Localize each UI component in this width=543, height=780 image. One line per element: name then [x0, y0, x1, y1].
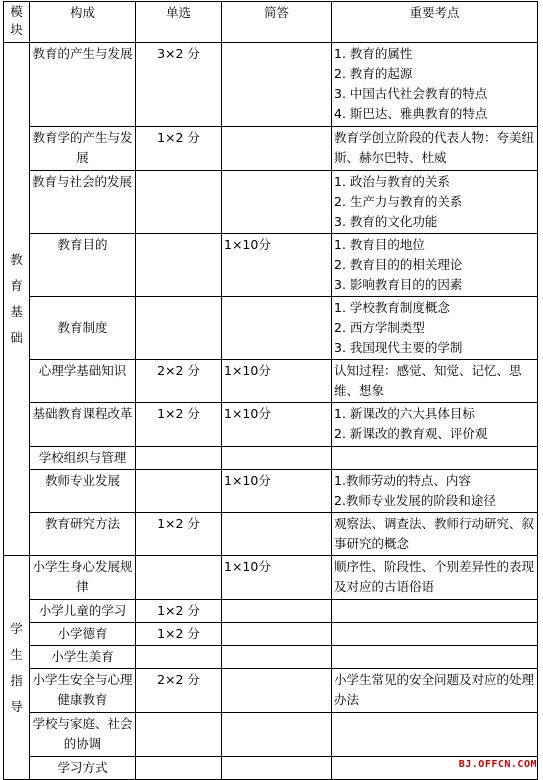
watermark: BJ.OFFCN.COM — [458, 759, 537, 770]
points-cell — [332, 513, 538, 556]
mcq-cell: 1×2 分 — [136, 600, 222, 623]
component-cell: 学习方式 — [30, 757, 136, 780]
key-point: 小学生常见的安全问题及对应的处理办法 — [334, 672, 535, 707]
key-point: 3. 影响教育目的的因素 — [334, 277, 463, 292]
table-row — [4, 713, 538, 757]
component-cell: 小学德育 — [30, 623, 136, 646]
mcq-cell — [136, 234, 222, 297]
table-row — [4, 447, 538, 470]
component-cell: 教育学的产生与发展 — [30, 127, 136, 171]
key-point: 认知过程：感觉、知觉、记忆、思维、想象 — [334, 363, 522, 398]
short-cell — [222, 447, 332, 470]
points-cell — [332, 43, 538, 127]
short-cell: 1×10分 — [222, 360, 332, 403]
key-point: 2. 教育目的的相关理论 — [334, 257, 463, 272]
key-point: 观察法、调查法、教师行动研究、叙事研究的概念 — [334, 516, 535, 551]
short-cell — [222, 600, 332, 623]
key-point: 2.教师专业发展的阶段和途径 — [334, 493, 496, 508]
table-row — [4, 646, 538, 669]
key-point: 2. 教育的起源 — [334, 66, 413, 81]
table-row — [4, 403, 538, 447]
mcq-cell — [136, 470, 222, 513]
short-cell — [222, 513, 332, 556]
table-row — [4, 556, 538, 600]
mcq-cell: 1×2 分 — [136, 127, 222, 171]
short-cell — [222, 623, 332, 646]
table-row — [4, 360, 538, 403]
header-component: 构成 — [30, 2, 136, 43]
component-cell: 基础教育课程改革 — [30, 403, 136, 447]
table-row — [4, 234, 538, 297]
short-cell: 1×10分 — [222, 403, 332, 447]
component-cell: 学校组织与管理 — [30, 447, 136, 470]
mcq-cell: 2×2 分 — [136, 669, 222, 713]
key-point: 3. 我国现代主要的学制 — [334, 340, 463, 355]
header-mcq: 单选 — [136, 2, 222, 43]
table-row — [4, 297, 538, 360]
key-point: 3. 中国古代社会教育的特点 — [334, 86, 488, 101]
key-point: 1. 教育的属性 — [334, 46, 413, 61]
table-row — [4, 757, 538, 780]
component-cell: 小学生美育 — [30, 646, 136, 669]
short-cell — [222, 127, 332, 171]
mcq-cell — [136, 646, 222, 669]
mcq-cell — [136, 297, 222, 360]
points-cell — [332, 297, 538, 360]
key-point: 2. 西方学制类型 — [334, 320, 425, 335]
mcq-cell — [136, 447, 222, 470]
component-cell: 教育目的 — [30, 234, 136, 297]
mcq-cell — [136, 171, 222, 234]
exam-table — [3, 1, 538, 780]
points-cell — [332, 127, 538, 171]
points-cell — [332, 447, 538, 470]
mcq-cell: 3×2 分 — [136, 43, 222, 127]
mcq-cell: 1×2 分 — [136, 513, 222, 556]
points-cell — [332, 646, 538, 669]
key-point: 2. 生产力与教育的关系 — [334, 194, 463, 209]
component-cell: 教师专业发展 — [30, 470, 136, 513]
points-cell — [332, 600, 538, 623]
mcq-cell — [136, 757, 222, 780]
component-cell: 小学儿童的学习 — [30, 600, 136, 623]
table-row — [4, 470, 538, 513]
short-cell: 1×10分 — [222, 556, 332, 600]
points-cell — [332, 713, 538, 757]
component-cell: 小学生身心发展规律 — [30, 556, 136, 600]
short-cell — [222, 757, 332, 780]
header-row — [4, 2, 538, 43]
key-point: 1. 学校教育制度概念 — [334, 300, 450, 315]
short-cell — [222, 171, 332, 234]
header-short: 简答 — [222, 2, 332, 43]
component-cell: 教育的产生与发展 — [30, 43, 136, 127]
table-row — [4, 171, 538, 234]
module-cell: 教 育 基 础 — [4, 43, 30, 556]
key-point: 4. 斯巴达、雅典教育的特点 — [334, 106, 488, 121]
mcq-cell — [136, 556, 222, 600]
mcq-cell: 1×2 分 — [136, 403, 222, 447]
component-cell: 学校与家庭、社会的协调 — [30, 713, 136, 757]
short-cell: 1×10分 — [222, 234, 332, 297]
module-cell: 学 生 指 导 — [4, 556, 30, 780]
key-point: 1. 新课改的六大具体目标 — [334, 406, 475, 421]
component-cell: 心理学基础知识 — [30, 360, 136, 403]
points-cell — [332, 403, 538, 447]
component-cell: 教育研究方法 — [30, 513, 136, 556]
short-cell — [222, 43, 332, 127]
short-cell — [222, 297, 332, 360]
component-cell: 小学生安全与心理健康教育 — [30, 669, 136, 713]
table-row — [4, 43, 538, 127]
points-cell — [332, 669, 538, 713]
points-cell — [332, 234, 538, 297]
mcq-cell: 2×2 分 — [136, 360, 222, 403]
key-point: 顺序性、阶段性、个别差异性的表现及对应的古语俗语 — [334, 559, 535, 594]
table-row — [4, 600, 538, 623]
mcq-cell — [136, 713, 222, 757]
table-row — [4, 127, 538, 171]
key-point: 2. 新课改的教育观、评价观 — [334, 426, 488, 441]
points-cell — [332, 556, 538, 600]
component-cell: 教育与社会的发展 — [30, 171, 136, 234]
table-row — [4, 623, 538, 646]
header-module: 模 块 — [4, 2, 30, 43]
key-point: 1. 教育目的地位 — [334, 237, 425, 252]
key-point: 1. 政治与教育的关系 — [334, 174, 450, 189]
table-row — [4, 669, 538, 713]
points-cell — [332, 470, 538, 513]
component-cell: 教育制度 — [30, 297, 136, 360]
key-point: 1.教师劳动的特点、内容 — [334, 473, 471, 488]
short-cell — [222, 646, 332, 669]
table-row — [4, 513, 538, 556]
key-point: 3. 教育的文化功能 — [334, 214, 438, 229]
short-cell: 1×10分 — [222, 470, 332, 513]
points-cell — [332, 623, 538, 646]
header-points: 重要考点 — [332, 2, 538, 43]
short-cell — [222, 669, 332, 713]
mcq-cell: 1×2 分 — [136, 623, 222, 646]
short-cell — [222, 713, 332, 757]
points-cell — [332, 171, 538, 234]
key-point: 教育学创立阶段的代表人物：夸美纽斯、赫尔巴特、杜威 — [334, 130, 535, 165]
points-cell — [332, 360, 538, 403]
